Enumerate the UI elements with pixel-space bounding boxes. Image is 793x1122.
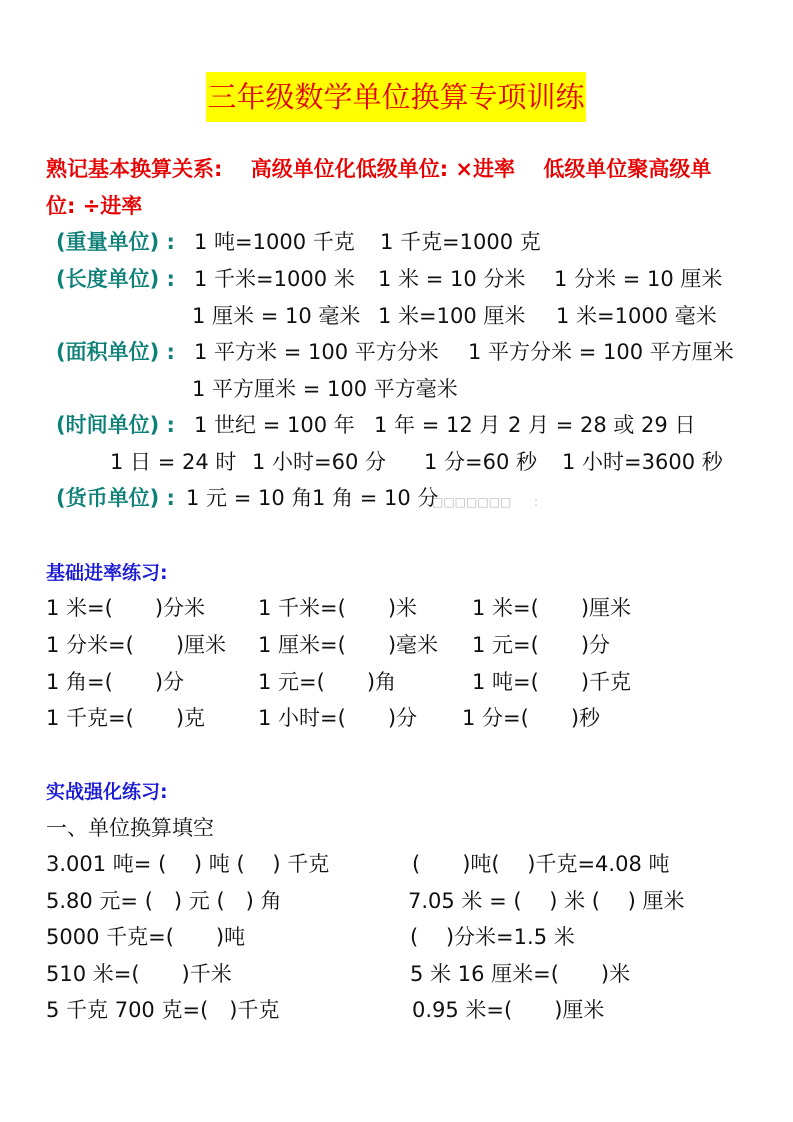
money-fact: 1 元 = 10 角 (186, 486, 313, 510)
practice-heading: 实战强化练习: (46, 781, 168, 803)
area-fact: 1 平方分米 = 100 平方厘米 (468, 340, 734, 364)
weight-fact: 1 吨=1000 千克 (194, 230, 355, 254)
basic-exercise: 1 分米=( )厘米 (46, 633, 227, 657)
practice-exercise: 7.05 米 = ( ) 米 ( ) 厘米 (408, 889, 685, 913)
intro-line-2: 位: ÷进率 (46, 194, 143, 218)
length-fact: 1 厘米 = 10 毫米 (192, 304, 361, 328)
money-fact: 1 角 = 10 分 (312, 486, 439, 510)
money-unit-label: (货币单位) : (56, 486, 175, 510)
practice-exercise: 3.001 吨= ( ) 吨 ( ) 千克 (46, 852, 330, 876)
weight-fact: 1 千克=1000 克 (380, 230, 541, 254)
basic-exercise: 1 角=( )分 (46, 670, 185, 694)
length-fact: 1 米 = 10 分米 (378, 267, 526, 291)
area-fact: 1 平方厘米 = 100 平方毫米 (192, 377, 458, 401)
practice-exercise: 5000 千克=( )吨 (46, 925, 246, 949)
length-fact: 1 米=100 厘米 (378, 304, 526, 328)
basic-exercise: 1 厘米=( )毫米 (258, 633, 439, 657)
basic-exercise: 1 千米=( )米 (258, 596, 418, 620)
practice-exercise: 5 米 16 厘米=( )米 (410, 962, 631, 986)
basic-exercise: 1 千克=( )克 (46, 706, 206, 730)
practice-exercise: 5 千克 700 克=( )千克 (46, 998, 280, 1022)
practice-exercise: ( )分米=1.5 米 (410, 925, 575, 949)
basic-exercise: 1 小时=( )分 (258, 706, 418, 730)
faint-mark: □□□□□□□ (432, 495, 512, 509)
length-fact: 1 千米=1000 米 (194, 267, 355, 291)
basic-exercise: 1 米=( )分米 (46, 596, 206, 620)
time-fact: 1 日 = 24 时 (110, 450, 237, 474)
time-fact: 1 小时=60 分 (252, 450, 387, 474)
length-fact: 1 米=1000 毫米 (556, 304, 717, 328)
time-fact: 2 月 = 28 或 29 日 (508, 413, 696, 437)
area-fact: 1 平方米 = 100 平方分米 (194, 340, 439, 364)
time-fact: 1 分=60 秒 (424, 450, 538, 474)
basic-exercise: 1 米=( )厘米 (472, 596, 632, 620)
time-fact: 1 小时=3600 秒 (562, 450, 723, 474)
faint-colon: : (534, 495, 539, 509)
basic-practice-heading: 基础进率练习: (46, 562, 168, 584)
weight-unit-label: (重量单位) : (56, 230, 175, 254)
basic-exercise: 1 元=( )角 (258, 670, 397, 694)
intro-line-1: 熟记基本换算关系: 高级单位化低级单位: ×进率 低级单位聚高级单 (46, 157, 712, 181)
basic-exercise: 1 分=( )秒 (462, 706, 601, 730)
basic-exercise: 1 元=( )分 (472, 633, 611, 657)
page-title: 三年级数学单位换算专项训练 (206, 72, 586, 122)
length-unit-label: (长度单位) : (56, 267, 175, 291)
practice-exercise: 5.80 元= ( ) 元 ( ) 角 (46, 889, 282, 913)
length-fact: 1 分米 = 10 厘米 (554, 267, 723, 291)
time-fact: 1 年 = 12 月 (374, 413, 501, 437)
practice-exercise: ( )吨( )千克=4.08 吨 (412, 852, 670, 876)
time-unit-label: (时间单位) : (56, 413, 175, 437)
section-title: 一、单位换算填空 (46, 816, 214, 840)
practice-exercise: 510 米=( )千米 (46, 962, 232, 986)
practice-exercise: 0.95 米=( )厘米 (412, 998, 605, 1022)
basic-exercise: 1 吨=( )千克 (472, 670, 632, 694)
area-unit-label: (面积单位) : (56, 340, 175, 364)
time-fact: 1 世纪 = 100 年 (194, 413, 355, 437)
